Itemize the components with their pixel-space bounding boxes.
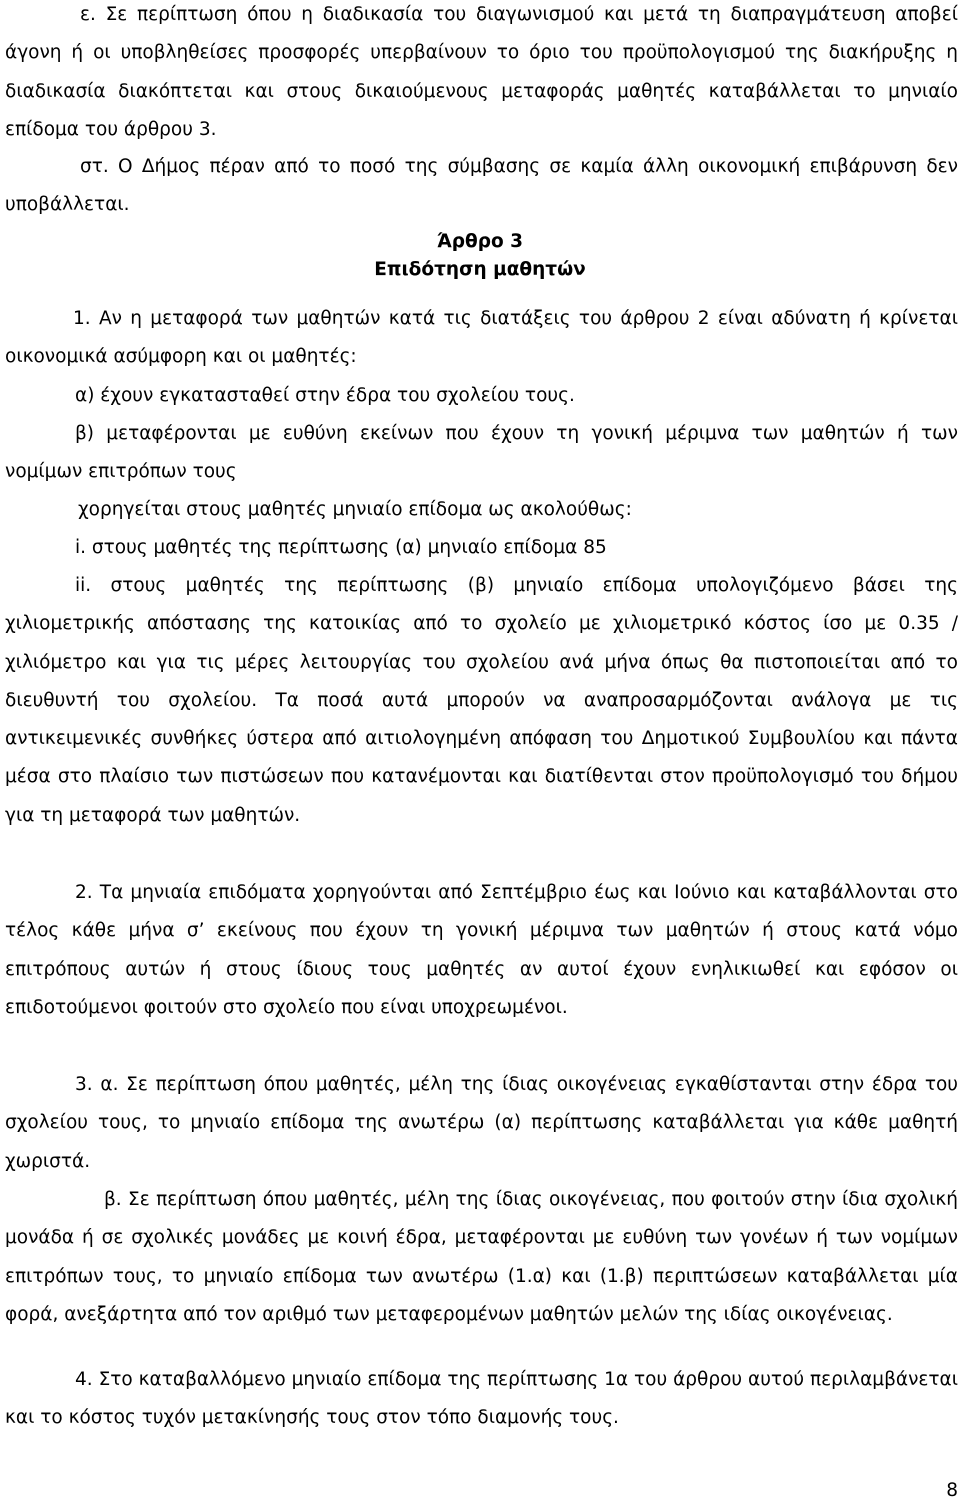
paragraph-1-item-i bbox=[75, 529, 607, 567]
paragraph-e bbox=[5, 0, 958, 149]
paragraph-3b bbox=[5, 1181, 958, 1334]
paragraph-2 bbox=[5, 874, 958, 1027]
page-number: 8 bbox=[946, 1480, 958, 1501]
paragraph-st-text: στ. Ο Δήμος πέραν από το ποσό της σύμβασης σε καμία άλλη οικονομική επιβάρυνση δεν υποβάλλεται. bbox=[5, 156, 958, 216]
paragraph-st bbox=[5, 148, 958, 225]
paragraph-1-item-ii bbox=[5, 567, 958, 835]
paragraph-1-item-a: α) έχουν εγκατασταθεί στην έδρα του σχολείου τους. bbox=[75, 385, 575, 406]
paragraph-e-text: ε. Σε περίπτωση όπου η διαδικασία του διαγωνισμού και μετά τη διαπραγμάτευση αποβεί άγονη ή οι υποβληθείσες προσφορές υπερβαίνουν το όριο του προϋπολογισμού της διακήρυξης η διαδικασία διακόπτεται και στους δικαιούμενους μεταφοράς μαθητές καταβάλλεται το μηνιαίο επίδομα του άρθρου 3. bbox=[5, 4, 958, 140]
article-title: Άρθρο 3 bbox=[437, 231, 523, 252]
paragraph-4-text: 4. Στο καταβαλλόμενο μηνιαίο επίδομα της περίπτωσης 1α του άρθρου αυτού περιλαμβάνεται και το κόστος τυχόν μετακίνησής τους στον τόπο διαμονής τους. bbox=[5, 1369, 958, 1429]
paragraph-4 bbox=[5, 1361, 958, 1438]
paragraph-2-text: 2. Τα μηνιαία επιδόματα χορηγούνται από Σεπτέμβριο έως και Ιούνιο και καταβάλλονται στο τέλος κάθε μήνα σ’ εκείνους που έχουν τη γονική μέριμνα των μαθητών ή στους κατά νόμο επιτρόπους αυτών ή στους ίδιους τους μαθητές αν αυτοί έχουν ενηλικιωθεί και εφόσον οι επιδοτούμενοι φοιτούν στο σχολείο που είναι υποχρεωμένοι. bbox=[5, 882, 958, 1018]
paragraph-1-item-ii-text: ii. στους μαθητές της περίπτωσης (β) μηνιαίο επίδομα υπολογιζόμενο βάσει της χιλιομετρικής απόστασης της κατοικίας από το σχολείο με χιλιομετρικό κόστος ίσο με 0.35 /χιλιόμετρο και για τις μέρες λειτουργίας του σχολείου ανά μήνα όπως θα πιστοποιείται από το διευθυντή του σχολείου. Τα ποσά αυτά μπορούν να αναπροσαρμόζονται ανάλογα με τις αντικειμενικές συνθήκες ύστερα από αιτιολογημένη απόφαση του Δημοτικού Συμβουλίου και πάντα μέσα στο πλαίσιο των πιστώσεων που κατανέμονται και διατίθενται στον προϋπολογισμό του δήμου για τη μεταφορά των μαθητών. bbox=[5, 575, 958, 826]
paragraph-1-item-b bbox=[5, 415, 958, 492]
paragraph-1 bbox=[5, 300, 958, 377]
paragraph-1-grant: χορηγείται στους μαθητές μηνιαίο επίδομα ως ακολούθως: bbox=[78, 499, 632, 520]
paragraph-3a bbox=[5, 1066, 958, 1181]
paragraph-3b-text: β. Σε περίπτωση όπου μαθητές, μέλη της ίδιας οικογένειας, που φοιτούν στην ίδια σχολική μονάδα ή σε σχολικές μονάδες με κοινή έδρα, μεταφέρονται με ευθύνη των γονέων ή των νομίμων επιτρόπων τους, το μηνιαίο επίδομα των ανωτέρω (1.α) και (1.β) περιπτώσεων καταβάλλεται μία φορά, ανεξάρτητα από τον αριθμό των μεταφερομένων μαθητών μελών της ιδίας οικογένειας. bbox=[5, 1189, 958, 1325]
paragraph-1-item-b-text: β) μεταφέρονται με ευθύνη εκείνων που έχουν τη γονική μέριμνα των μαθητών ή των νομίμων επιτρόπων τους bbox=[5, 423, 958, 483]
paragraph-3a-text: 3. α. Σε περίπτωση όπου μαθητές, μέλη της ίδιας οικογένειας εγκαθίστανται στην έδρα του σχολείου τους, το μηνιαίο επίδομα της ανωτέρω (α) περίπτωσης καταβάλλεται για κάθε μαθητή χωριστά. bbox=[5, 1074, 958, 1172]
paragraph-1-text: 1. Αν η μεταφορά των μαθητών κατά τις διατάξεις του άρθρου 2 είναι αδύνατη ή κρίνεται οικονομικά ασύμφορη και οι μαθητές: bbox=[5, 308, 958, 368]
paragraph-1-item-i-text: i. στους μαθητές της περίπτωσης (α) μηνιαίο επίδομα 85 bbox=[75, 537, 607, 558]
article-subtitle: Επιδότηση μαθητών bbox=[374, 259, 586, 280]
